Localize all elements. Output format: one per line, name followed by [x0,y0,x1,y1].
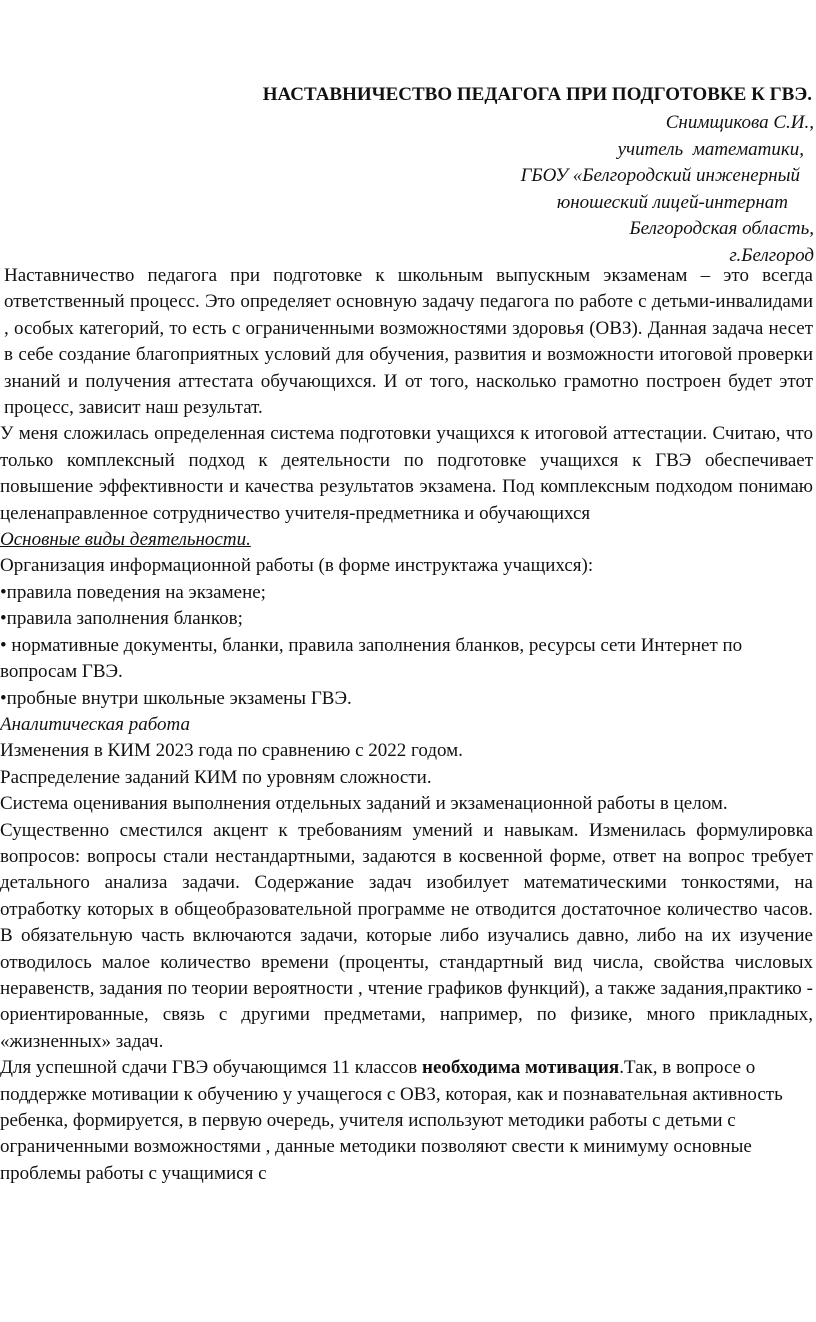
motivation-text-start: Для успешной сдачи ГВЭ обучающимся 11 классов [0,1057,423,1079]
analytic-changes-paragraph: Существенно сместился акцент к требованиям умений и навыкам. Изменилась формулировка вопросов: вопросы стали нестандартными, задаются в косвенной форме, ответ на вопрос требует детального анализа задачи. Содержание задач изобилует математическими тонкостями, на отработку которых в общеобразовательной программе не отводится достаточное количество часов. В обязательную часть включаются задачи, которые либо изучались давно, либо на их изучение отводилось малое количество времени (проценты, стандартный вид числа, свойства числовых неравенств, задания по теории вероятности , чтение графиков функций), а также задания,практико - ориентированные, связь с другими предметами, например, по физике, много прикладных, «жизненных» задач. [0,819,813,1052]
motivation-paragraph [0,1055,813,1187]
motivation-text-end: .Так, в вопросе о поддержке мотивации к обучению у учащегося с ОВЗ, которая, как и познавательная активность ребенка, формируется, в первую очередь, учителя используют методики работы с детьми с ограниченными возможностями , данные методики позволяют свести к минимуму основные проблемы работы с учащимися с [0,1057,783,1184]
analytic-heading [0,712,813,738]
author-city: г.Белгород [729,244,814,266]
author-region: Белгородская область, [629,218,814,239]
analytic-heading-text: Аналитическая работа [0,713,190,735]
activities-heading-text: Основные виды деятельности. [0,529,251,551]
analytic-item: Изменения в КИМ 2023 года по сравнению с 2022 годом. [0,740,463,762]
activities-heading [0,527,813,553]
activities-intro: Организация информационной работы (в форме инструктажа учащихся): [0,555,594,577]
intro-paragraph-1: Наставничество педагога при подготовке к школьным выпускным экзаменам – это всегда ответственный процесс. Это определяет основную задачу педагога по работе с детьми-инвалидами , особых категорий, то есть с ограниченными возможностями здоровья (ОВЗ). Данная задача несет в себе создание благоприятных условий для обучения, развития и возможности итоговой проверки знаний и получения аттестата обучающихся. И от того, насколько грамотно построен будет этот процесс, зависит наш результат. [4,265,813,419]
author-org-line2: юношеский лицей-интернат [556,191,788,213]
author-block [0,110,814,269]
motivation-emphasis: необходима мотивация [422,1057,620,1079]
intro-paragraph-2: У меня сложилась определенная система подготовки учащихся к итоговой аттестации. Считаю, что только комплексный подход к деятельности по подготовке учащихся к ГВЭ обеспечивает повышение эффективности и качества результатов экзамена. Под комплексным подходом понимаю целенаправленное сотрудничество учителя-предметника и обучающихся [0,423,813,524]
activity-item: •правила поведения на экзамене; [0,581,266,603]
document-title: НАСТАВНИЧЕСТВО ПЕДАГОГА ПРИ ПОДГОТОВКЕ К ГВЭ. [262,84,812,105]
analytic-item: Распределение заданий КИМ по уровням сложности. [0,766,432,788]
analytic-item: Система оценивания выполнения отдельных заданий и экзаменационной работы в целом. [0,793,728,815]
activity-item: • нормативные документы, бланки, правила заполнения бланков, ресурсы сети Интернет по вопросам ГВЭ. [0,634,743,683]
activity-item: •правила заполнения бланков; [0,608,243,630]
author-position: учитель математики, [617,138,804,160]
document-body [0,263,813,1187]
author-org-line1: ГБОУ «Белгородский инженерный [520,165,800,186]
activity-item: •пробные внутри школьные экзамены ГВЭ. [0,687,352,709]
author-name: Снимщикова С.И., [665,112,814,133]
